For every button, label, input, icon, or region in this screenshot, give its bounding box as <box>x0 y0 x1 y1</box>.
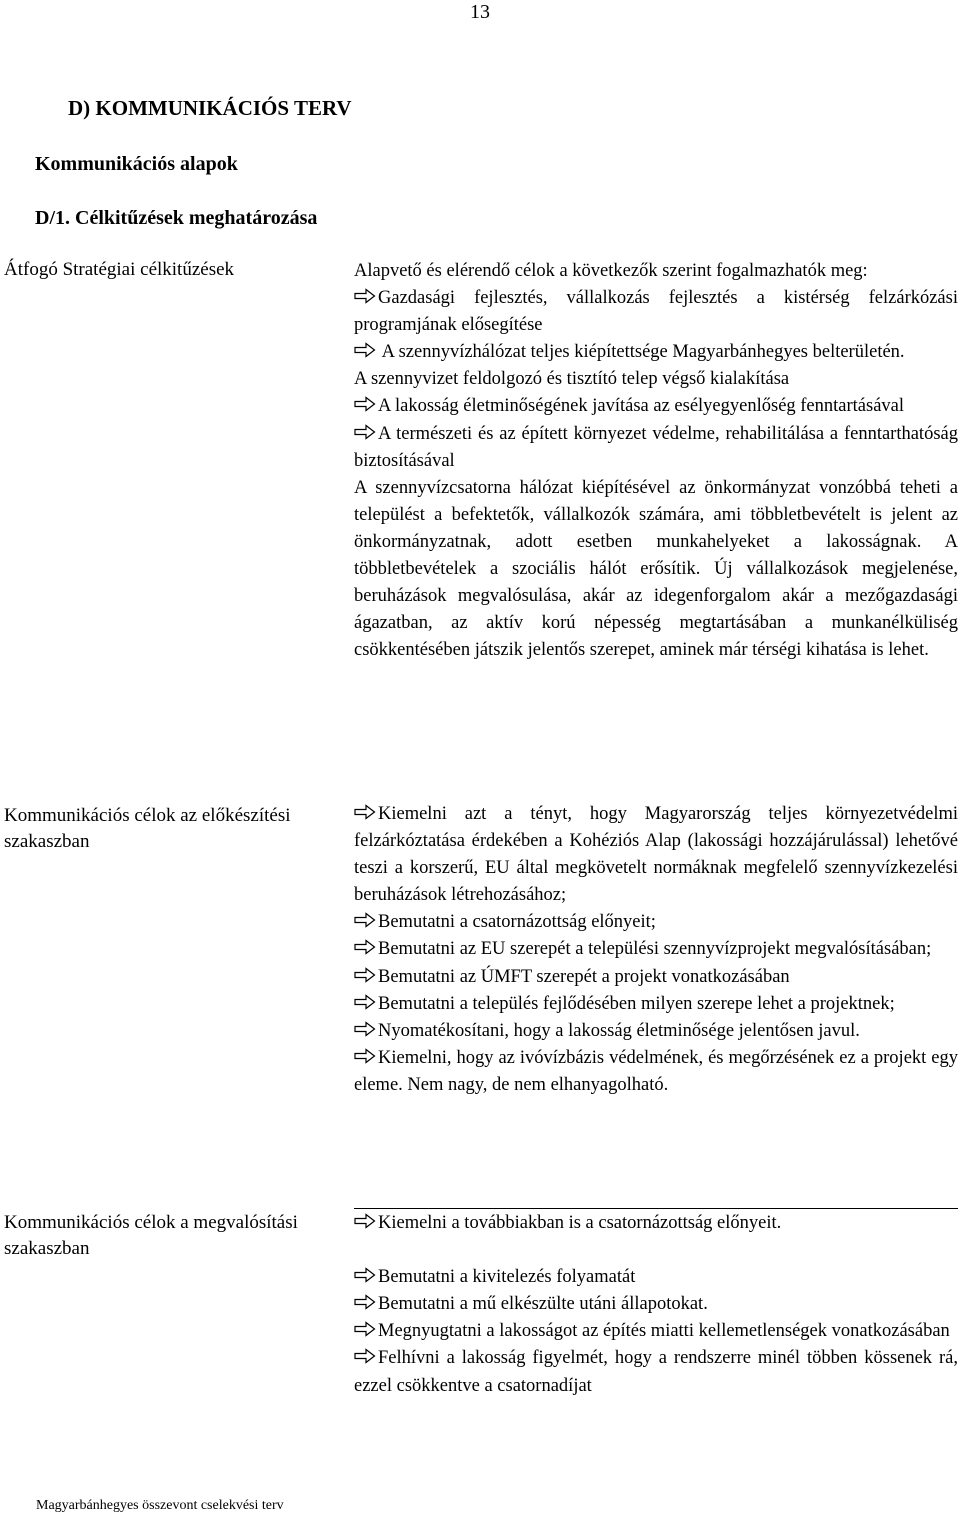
paragraph-text: Bemutatni a mű elkészülte utáni állapotokat. <box>378 1294 708 1315</box>
paragraph-text: A szennyvízcsatorna hálózat kiépítésével az önkormányzat vonzóbbá teheti a települést a befektetők, vállalkozók számára, ami többletbevételt is jelent az önkormányzatnak, adott esetben munkahelyeket a lakosságnak. A többletbevételek a szociális hálót erősítik. Új vállalkozások megjelenése, beruházások megvalósulása, akár az idegenforgalom akár a mezőgazdasági ágazatban, az aktív korú népesség megtartásában a munkanélküliség csökkentésében játszik jelentős szerepet, aminek már térségi kihatása is lehet. <box>354 477 958 661</box>
paragraph <box>354 475 958 665</box>
paragraph-text: A szennyvizet feldolgozó és tisztító telep végső kialakítása <box>354 369 790 390</box>
row-content-preparation <box>354 801 958 1099</box>
paragraph-text: A szennyvízhálózat teljes kiépítettsége Magyarbánhegyes belterületén. <box>378 342 905 363</box>
arrow-right-icon <box>354 1021 376 1037</box>
paragraph-text: Nyomatékosítani, hogy a lakosság életminősége jelentősen javul. <box>378 1020 860 1041</box>
paragraph-text: Kiemelni, hogy az ivóvízbázis védelmének, és megőrzésének ez a projekt egy eleme. Nem nagy, de nem elhanyagolható. <box>354 1047 958 1095</box>
row-content-implementation <box>354 1210 958 1400</box>
paragraph-text: Felhívni a lakosság figyelmét, hogy a rendszerre minél többen kössenek rá, ezzel csökkentve a csatornadíjat <box>354 1348 958 1396</box>
arrow-right-icon <box>354 912 376 928</box>
arrow-bullet-item <box>354 909 958 936</box>
paragraph <box>354 366 958 393</box>
subsection-heading: Kommunikációs alapok <box>35 153 238 175</box>
arrow-right-icon <box>354 1267 376 1283</box>
page-footer: Magyarbánhegyes összevont cselekvési terv <box>36 1498 284 1513</box>
arrow-bullet-item <box>354 1345 958 1399</box>
arrow-bullet-item <box>354 936 958 963</box>
row-divider <box>354 1208 958 1209</box>
arrow-bullet-item <box>354 421 958 475</box>
arrow-bullet-item <box>354 1210 958 1237</box>
arrow-bullet-item <box>354 801 958 909</box>
arrow-right-icon <box>354 1348 376 1364</box>
arrow-bullet-item <box>354 1045 958 1099</box>
arrow-right-icon <box>354 967 376 983</box>
arrow-right-icon <box>354 994 376 1010</box>
paragraph-text: Bemutatni az ÚMFT szerepét a projekt vonatkozásában <box>378 966 790 987</box>
row-label-implementation: Kommunikációs célok a megvalósítási szakaszban <box>4 1212 298 1259</box>
arrow-right-icon <box>354 1294 376 1310</box>
paragraph-text: Bemutatni a kivitelezés folyamatát <box>378 1267 636 1288</box>
paragraph <box>354 258 958 285</box>
arrow-bullet-item <box>354 1018 958 1045</box>
arrow-bullet-item <box>354 1291 958 1318</box>
paragraph-text: Kiemelni azt a tényt, hogy Magyarország teljes környezetvédelmi felzárkóztatása érdekében a Kohéziós Alap (lakossági hozzájárulással) lehetővé teszi a korszerű, EU által megkövetelt normáknak megfelelő szennyvízkezelési beruházások létrehozásához; <box>354 804 958 906</box>
arrow-bullet-item <box>354 1318 958 1345</box>
row-content-strategic <box>354 258 958 664</box>
row-label-preparation: Kommunikációs célok az előkészítési szakaszban <box>4 805 291 852</box>
paragraph-text: A természeti és az épített környezet védelme, rehabilitálása a fenntarthatóság biztosításával <box>354 423 958 471</box>
arrow-bullet-item <box>354 285 958 339</box>
paragraph-text: Bemutatni az EU szerepét a települési szennyvízprojekt megvalósításában; <box>378 939 932 960</box>
page-number: 13 <box>470 1 490 23</box>
paragraph-text: Kiemelni a továbbiakban is a csatornázottság előnyeit. <box>378 1213 782 1233</box>
arrow-right-icon <box>354 396 376 412</box>
paragraph <box>354 1237 958 1264</box>
row-label-strategic: Átfogó Stratégiai célkitűzések <box>4 259 235 280</box>
arrow-bullet-item <box>354 393 958 420</box>
arrow-right-icon <box>354 1321 376 1337</box>
paragraph-text: Alapvető és elérendő célok a következők szerint fogalmazhatók meg: <box>354 261 868 281</box>
arrow-right-icon <box>354 1048 376 1064</box>
arrow-right-icon <box>354 424 376 440</box>
paragraph-text: Bemutatni a csatornázottság előnyeit; <box>378 912 656 933</box>
arrow-bullet-item <box>354 991 958 1018</box>
arrow-right-icon <box>354 342 376 358</box>
section-heading: D) KOMMUNIKÁCIÓS TERV <box>68 96 352 120</box>
paragraph-text: Megnyugtatni a lakosságot az építés miatti kellemetlenségek vonatkozásában <box>378 1321 950 1342</box>
arrow-bullet-item <box>354 964 958 991</box>
arrow-bullet-item <box>354 1264 958 1291</box>
paragraph-text: A lakosság életminőségének javítása az esélyegyenlőség fenntartásával <box>378 396 905 417</box>
arrow-right-icon <box>354 1213 376 1229</box>
arrow-right-icon <box>354 288 376 304</box>
arrow-right-icon <box>354 804 376 820</box>
subsubsection-heading: D/1. Célkitűzések meghatározása <box>35 207 318 229</box>
paragraph-text: Bemutatni a település fejlődésében milyen szerepe lehet a projektnek; <box>378 993 895 1014</box>
paragraph-text: Gazdasági fejlesztés, vállalkozás fejlesztés a kistérség felzárkózási programjának elősegítése <box>354 288 958 336</box>
arrow-bullet-item <box>354 339 958 366</box>
arrow-right-icon <box>354 939 376 955</box>
